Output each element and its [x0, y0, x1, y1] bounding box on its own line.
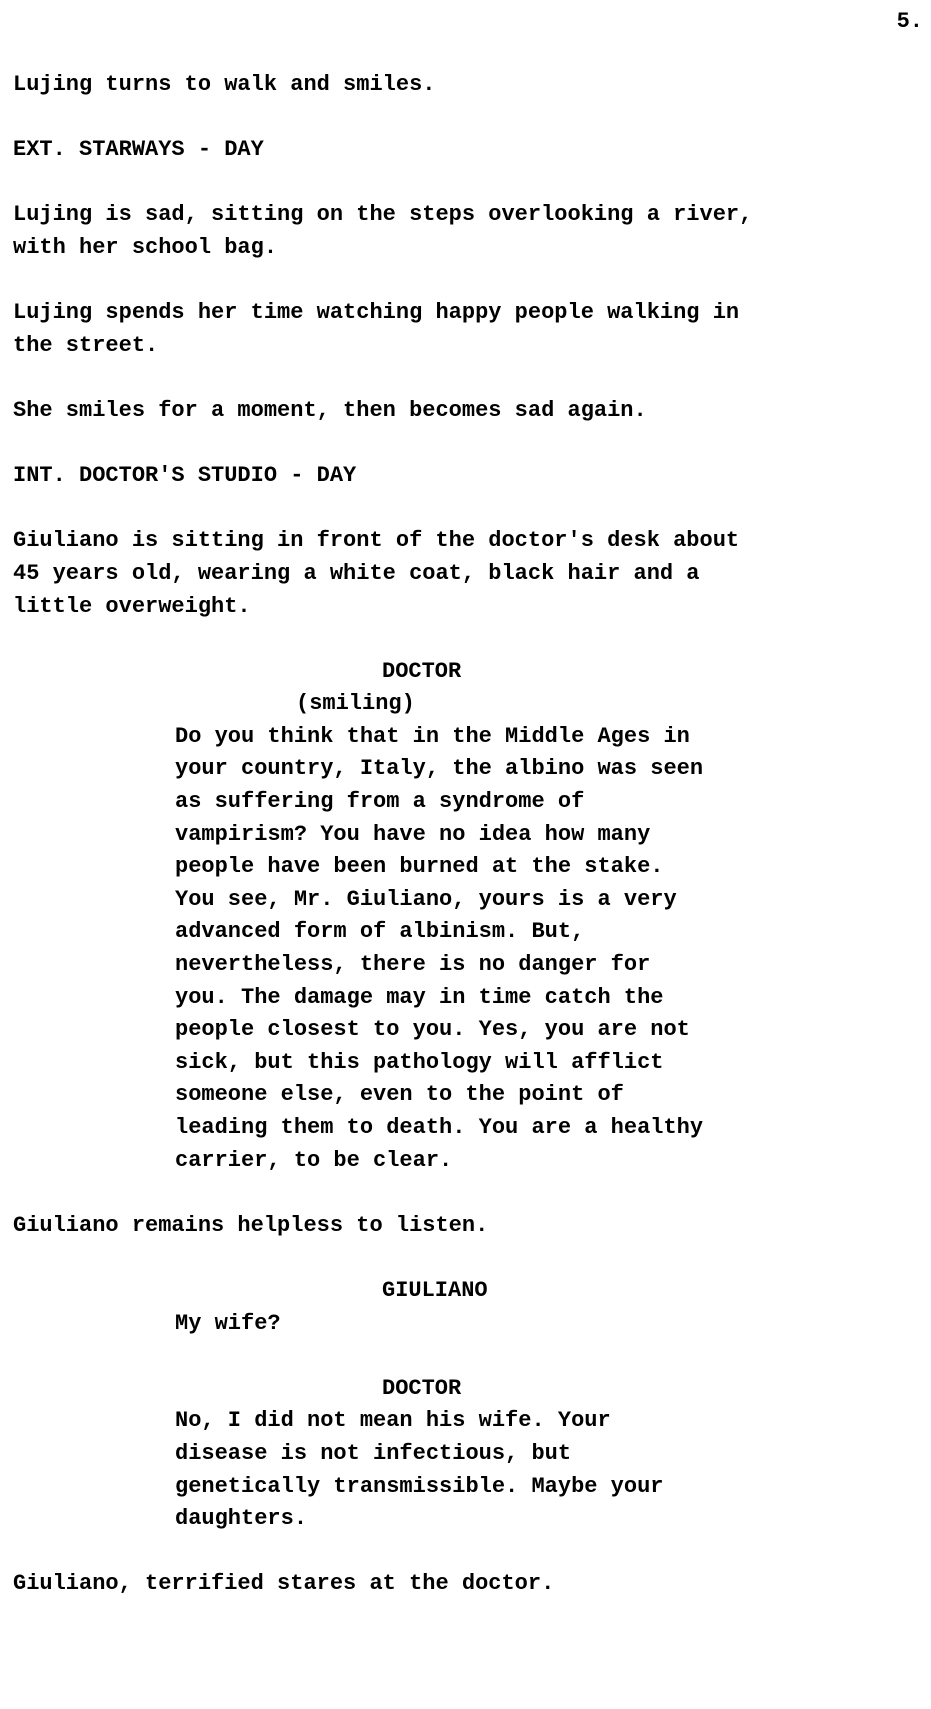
scene-heading: EXT. STARWAYS - DAY: [13, 137, 264, 163]
scene-heading: INT. DOCTOR'S STUDIO - DAY: [13, 463, 357, 489]
action-line: Lujing is sad, sitting on the steps overlooking a river, with her school bag.: [13, 202, 753, 260]
character-name: DOCTOR: [382, 1375, 462, 1401]
action-line: She smiles for a moment, then becomes sad again.: [13, 397, 647, 423]
character-name: GIULIANO: [382, 1277, 488, 1303]
dialogue: Do you think that in the Middle Ages in your country, Italy, the albino was seen as suffering from a syndrome of vampirism? You have no idea how many people have been burned at the stake. You see, Mr. Giuliano, yours is a very advanced form of albinism. But, nevertheless, there is no danger for you. The damage may in time catch the people closest to you. Yes, you are not sick, but this pathology will afflict someone else, even to the point of leading them to death. You are a healthy carrier, to be clear.: [175, 723, 704, 1173]
action-line: Giuliano remains helpless to listen.: [13, 1212, 489, 1238]
character-name: DOCTOR: [382, 658, 462, 684]
action-line: Giuliano is sitting in front of the doctor's desk about 45 years old, wearing a white coat, black hair and a little overweight.: [13, 528, 740, 619]
screenplay-content: [13, 69, 752, 1634]
parenthetical: (smiling): [296, 691, 415, 717]
action-line: Lujing turns to walk and smiles.: [13, 72, 436, 97]
dialogue: My wife?: [175, 1310, 281, 1336]
dialogue: No, I did not mean his wife. Your disease is not infectious, but genetically transmissible. Maybe your daughters.: [175, 1408, 664, 1532]
page-number: 5.: [896, 9, 923, 34]
action-line: Giuliano, terrified stares at the doctor.: [13, 1571, 555, 1597]
action-line: Lujing spends her time watching happy people walking in the street.: [13, 300, 740, 358]
